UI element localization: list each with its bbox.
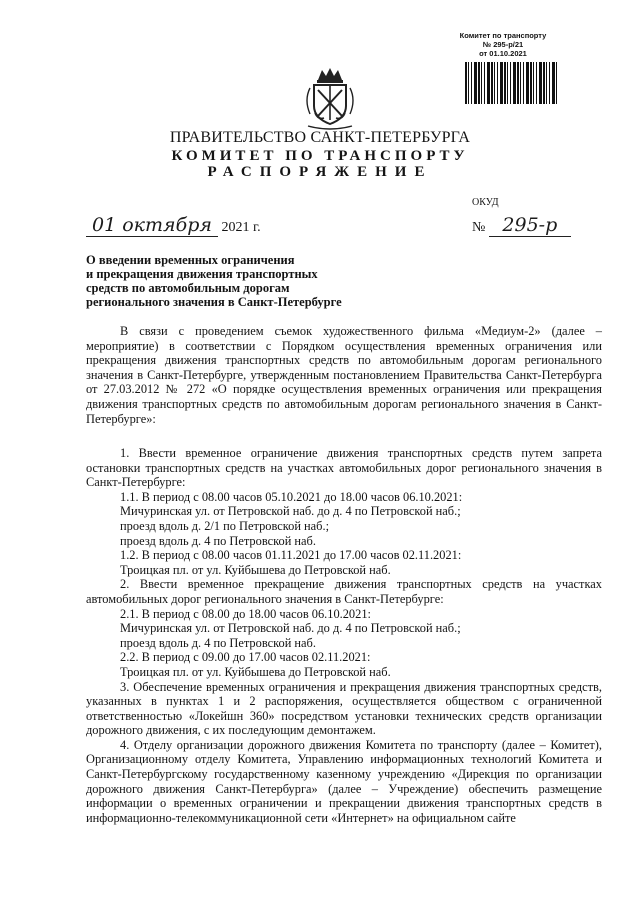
paragraph-4: 4. Отделу организации дорожного движения Комитета по транспорту (далее – Комитет), Организационному отделу Комитета, Управлению информационных технологий Комитета и Санкт-Петербургскому государственному казенному учреждению «Дирекция по организации дорожного движения Санкт-Петербурга» (далее – Учреждение) обеспечить размещение информации о временных ограничении и прекращении движения транспортных средств в информационно-телекоммуникационной сети «Интернет» на официальном сайте bbox=[86, 737, 602, 825]
document-type: РАСПОРЯЖЕНИЕ bbox=[207, 164, 433, 180]
registration-stamp bbox=[448, 31, 558, 58]
paragraph-1-1-street-1: Мичуринская ул. от Петровской наб. до д. 4 по Петровской наб.; bbox=[120, 504, 461, 519]
paragraph-1: 1. Ввести временное ограничение движения транспортных средств путем запрета остановки транспортных средств на участках автомобильных дорог регионального значения в Санкт-Петербурге: bbox=[86, 446, 602, 490]
paragraph-1-2-street-1: Троицкая пл. от ул. Куйбышева до Петровской наб. bbox=[120, 562, 391, 577]
number-prefix: № bbox=[472, 220, 486, 235]
stamp-line-2: № 295-р/21 bbox=[482, 40, 524, 49]
stamp-line-3: от 01.10.2021 bbox=[479, 49, 527, 58]
document-date bbox=[86, 214, 261, 237]
paragraph-1-1-street-3: проезд вдоль д. 4 по Петровской наб. bbox=[120, 533, 316, 548]
paragraph-3: 3. Обеспечение временных ограничения и прекращения движения транспортных средств, указанных в пунктах 1 и 2 распоряжения, осуществляется обществом с ограниченной ответственностью «Локейшн 360» посредством установки технических средств организации дорожного движения, с их последующим демонтажем. bbox=[86, 679, 602, 738]
subject-line: регионального значения в Санкт-Петербурге bbox=[86, 295, 342, 309]
paragraph-2-1: 2.1. В период с 08.00 до 18.00 часов 06.10.2021: bbox=[120, 606, 371, 621]
subject-line: средств по автомобильным дорогам bbox=[86, 281, 290, 295]
paragraph-2-1-street-2: проезд вдоль д. 4 по Петровской наб. bbox=[120, 635, 316, 650]
stamp-line-1: Комитет по транспорту bbox=[459, 31, 547, 40]
okud-label: ОКУД bbox=[472, 197, 499, 208]
barcode bbox=[465, 62, 557, 104]
document-subject bbox=[86, 253, 376, 309]
paragraph-2-2: 2.2. В период с 09.00 до 17.00 часов 02.11.2021: bbox=[120, 650, 371, 665]
paragraph-2: 2. Ввести временное прекращение движения транспортных средств на участках автомобильных дорог регионального значения в Санкт-Петербурге: bbox=[86, 577, 602, 606]
order-body bbox=[86, 446, 602, 825]
coat-of-arms-icon bbox=[300, 66, 360, 132]
paragraph-1-1-street-2: проезд вдоль д. 2/1 по Петровской наб.; bbox=[120, 518, 330, 533]
paragraph-2-2-street-1: Троицкая пл. от ул. Куйбышева до Петровской наб. bbox=[120, 664, 391, 679]
date-year: 2021 г. bbox=[221, 220, 261, 235]
subject-line: О введении временных ограничения bbox=[86, 253, 295, 267]
document-number bbox=[472, 214, 571, 237]
paragraph-2-1-street-1: Мичуринская ул. от Петровской наб. до д. 4 по Петровской наб.; bbox=[120, 621, 461, 636]
paragraph-1-2: 1.2. В период с 08.00 часов 01.11.2021 до 17.00 часов 02.11.2021: bbox=[120, 548, 462, 563]
committee-title: КОМИТЕТ ПО ТРАНСПОРТУ bbox=[171, 148, 469, 164]
preamble-paragraph: В связи с проведением съемок художественного фильма «Медиум-2» (далее – мероприятие) в соответствии с Порядком осуществления временных ограничения или прекращения движения транспортных средств по автомобильным дорогам регионального значения в Санкт-Петербурге, утвержденным постановлением Правительства Санкт-Петербурга от 27.03.2012 № 272 «О порядке осуществления временных ограничения или прекращения движения транспортных средств по автомобильным дорогам регионального значения в Санкт-Петербурге»: bbox=[86, 324, 602, 426]
subject-line: и прекращения движения транспортных bbox=[86, 267, 318, 281]
handwritten-date: 01 октября bbox=[86, 214, 218, 237]
handwritten-number: 295-р bbox=[489, 214, 571, 237]
paragraph-1-1: 1.1. В период с 08.00 часов 05.10.2021 до 18.00 часов 06.10.2021: bbox=[120, 489, 463, 504]
government-title: ПРАВИТЕЛЬСТВО САНКТ-ПЕТЕРБУРГА bbox=[169, 129, 471, 146]
